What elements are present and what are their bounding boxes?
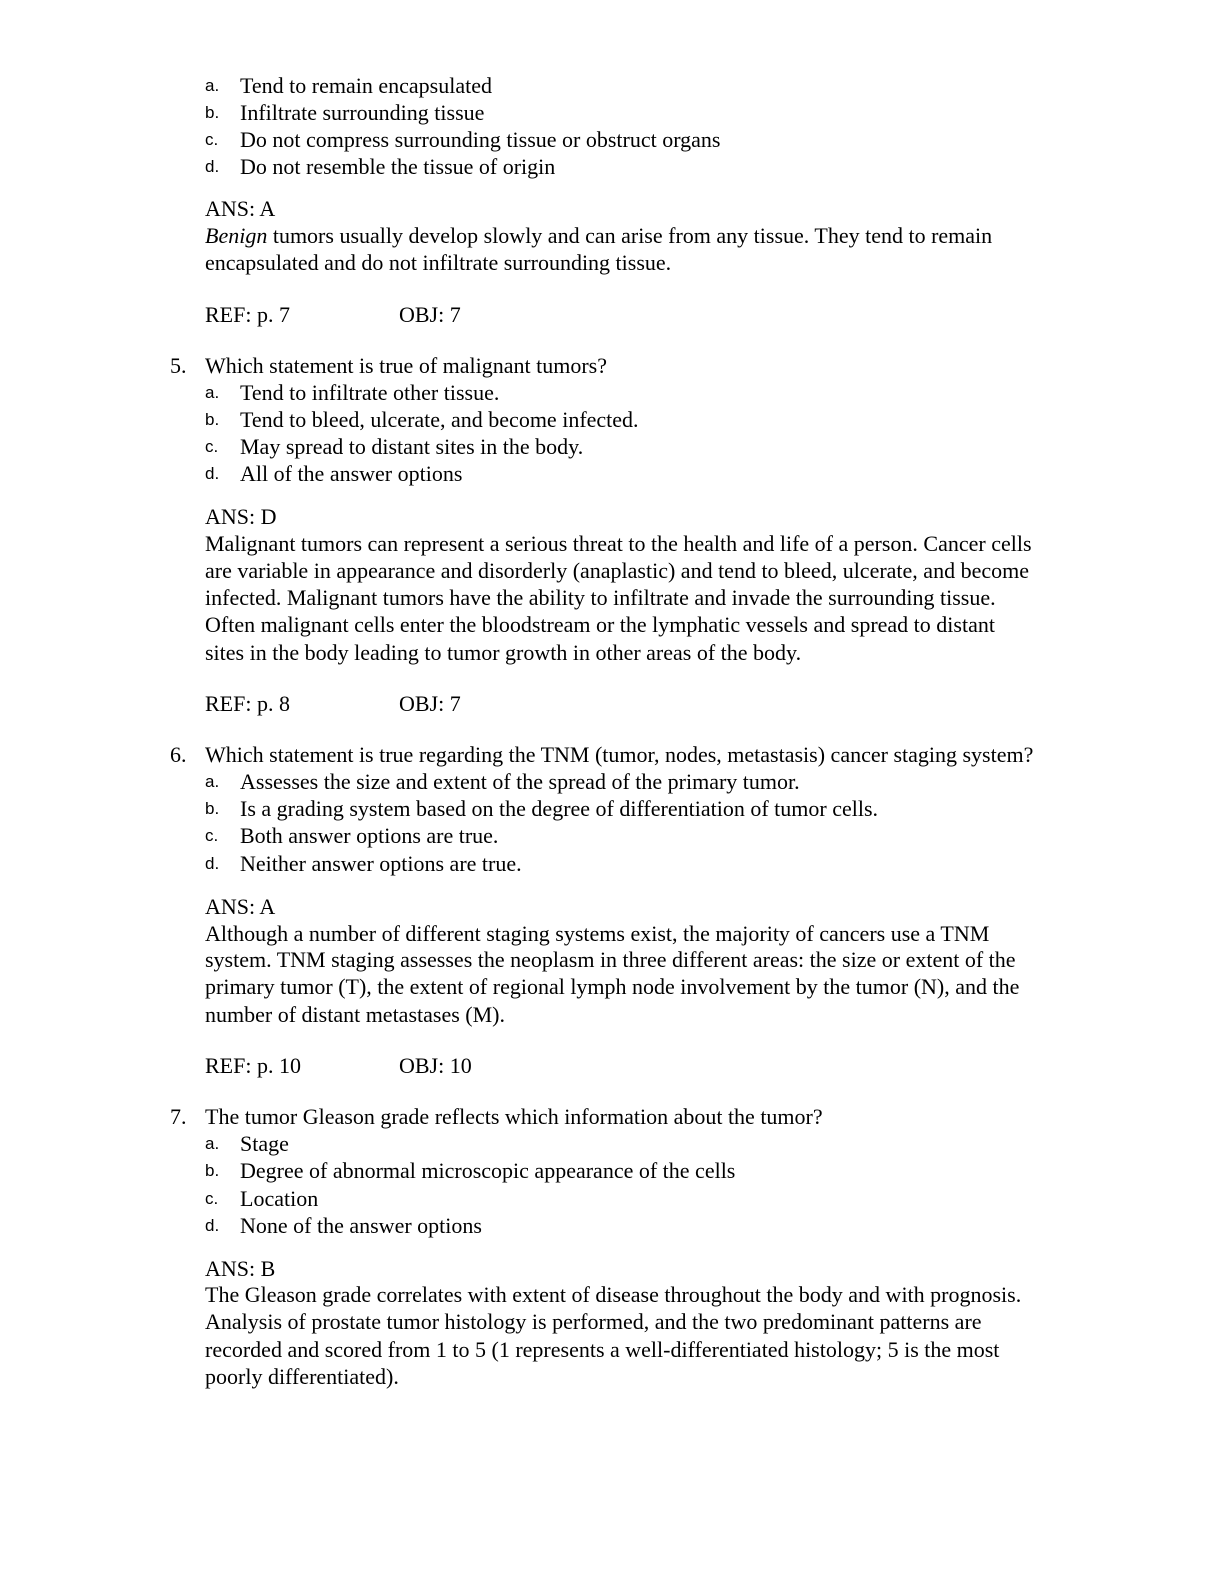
rationale-line: infected. Malignant tumors have the ability to infiltrate and invade the surrounding tissue. bbox=[205, 585, 996, 610]
option-text: Degree of abnormal microscopic appearance of the cells bbox=[240, 1158, 736, 1183]
rationale-line bbox=[205, 222, 992, 249]
option-text: Tend to infiltrate other tissue. bbox=[240, 380, 500, 405]
option-letter: b. bbox=[205, 410, 220, 429]
option-letter: c. bbox=[205, 130, 219, 149]
rationale-line: are variable in appearance and disorderly (anaplastic) and tend to bleed, ulcerate, and become bbox=[205, 558, 1029, 583]
option-letter: a. bbox=[205, 1134, 220, 1153]
option-text: Do not resemble the tissue of origin bbox=[240, 154, 556, 179]
objective: OBJ: 7 bbox=[399, 302, 461, 327]
reference: REF: p. 10 bbox=[205, 1053, 301, 1078]
option-letter: c. bbox=[205, 437, 219, 456]
option-text: Neither answer options are true. bbox=[240, 851, 522, 876]
option-letter: d. bbox=[205, 1216, 220, 1235]
option-letter: d. bbox=[205, 854, 220, 873]
question-text: Which statement is true of malignant tumors? bbox=[205, 353, 608, 378]
option-letter: a. bbox=[205, 76, 220, 95]
option-text: Is a grading system based on the degree of differentiation of tumor cells. bbox=[240, 796, 879, 821]
rationale-line: Often malignant cells enter the bloodstream or the lymphatic vessels and spread to distant bbox=[205, 612, 995, 637]
option-text: Location bbox=[240, 1186, 319, 1211]
option-letter: a. bbox=[205, 772, 220, 791]
option-text: Stage bbox=[240, 1131, 289, 1156]
rationale-emphasis: Benign bbox=[205, 223, 268, 248]
rationale-line: Analysis of prostate tumor histology is performed, and the two predominant patterns are bbox=[205, 1309, 982, 1334]
option-text: All of the answer options bbox=[240, 461, 463, 486]
question-number: 7. bbox=[170, 1104, 187, 1129]
option-letter: c. bbox=[205, 826, 219, 845]
question-number: 5. bbox=[170, 353, 187, 378]
option-letter: b. bbox=[205, 1161, 220, 1180]
option-text: None of the answer options bbox=[240, 1213, 482, 1238]
option-text: Both answer options are true. bbox=[240, 823, 499, 848]
option-letter: d. bbox=[205, 157, 220, 176]
rationale-line: sites in the body leading to tumor growth in other areas of the body. bbox=[205, 640, 802, 665]
rationale-line: encapsulated and do not infiltrate surrounding tissue. bbox=[205, 250, 672, 275]
answer-key: ANS: D bbox=[205, 504, 277, 529]
option-text: Do not compress surrounding tissue or obstruct organs bbox=[240, 127, 721, 152]
option-letter: b. bbox=[205, 103, 220, 122]
rationale-line: Although a number of different staging systems exist, the majority of cancers use a TNM bbox=[205, 921, 990, 946]
question-text: The tumor Gleason grade reflects which information about the tumor? bbox=[205, 1104, 823, 1129]
option-letter: a. bbox=[205, 383, 220, 402]
answer-key: ANS: B bbox=[205, 1256, 276, 1281]
answer-key: ANS: A bbox=[205, 196, 276, 221]
answer-key: ANS: A bbox=[205, 894, 276, 919]
objective: OBJ: 7 bbox=[399, 691, 461, 716]
reference: REF: p. 8 bbox=[205, 691, 290, 716]
rationale-line: system. TNM staging assesses the neoplasm in three different areas: the size or extent of the bbox=[205, 947, 1016, 972]
option-text: Tend to bleed, ulcerate, and become infected. bbox=[240, 407, 639, 432]
objective: OBJ: 10 bbox=[399, 1053, 472, 1078]
rationale-line: Malignant tumors can represent a serious threat to the health and life of a person. Cancer cells bbox=[205, 531, 1032, 556]
rationale-line: The Gleason grade correlates with extent of disease throughout the body and with prognosis. bbox=[205, 1282, 1022, 1307]
option-text: May spread to distant sites in the body. bbox=[240, 434, 584, 459]
option-letter: d. bbox=[205, 464, 220, 483]
question-number: 6. bbox=[170, 742, 187, 767]
rationale-line: poorly differentiated). bbox=[205, 1364, 399, 1389]
reference: REF: p. 7 bbox=[205, 302, 290, 327]
rationale-line: number of distant metastases (M). bbox=[205, 1002, 505, 1027]
option-text: Tend to remain encapsulated bbox=[240, 73, 492, 98]
option-text: Assesses the size and extent of the spread of the primary tumor. bbox=[240, 769, 800, 794]
rationale-line: primary tumor (T), the extent of regional lymph node involvement by the tumor (N), and the bbox=[205, 974, 1020, 999]
rationale-line: recorded and scored from 1 to 5 (1 represents a well-differentiated histology; 5 is the most bbox=[205, 1337, 1000, 1362]
question-text: Which statement is true regarding the TNM (tumor, nodes, metastasis) cancer staging system? bbox=[205, 742, 1034, 767]
option-text: Infiltrate surrounding tissue bbox=[240, 100, 485, 125]
option-letter: c. bbox=[205, 1189, 219, 1208]
rationale-text: tumors usually develop slowly and can arise from any tissue. They tend to remain bbox=[267, 223, 993, 248]
option-letter: b. bbox=[205, 799, 220, 818]
